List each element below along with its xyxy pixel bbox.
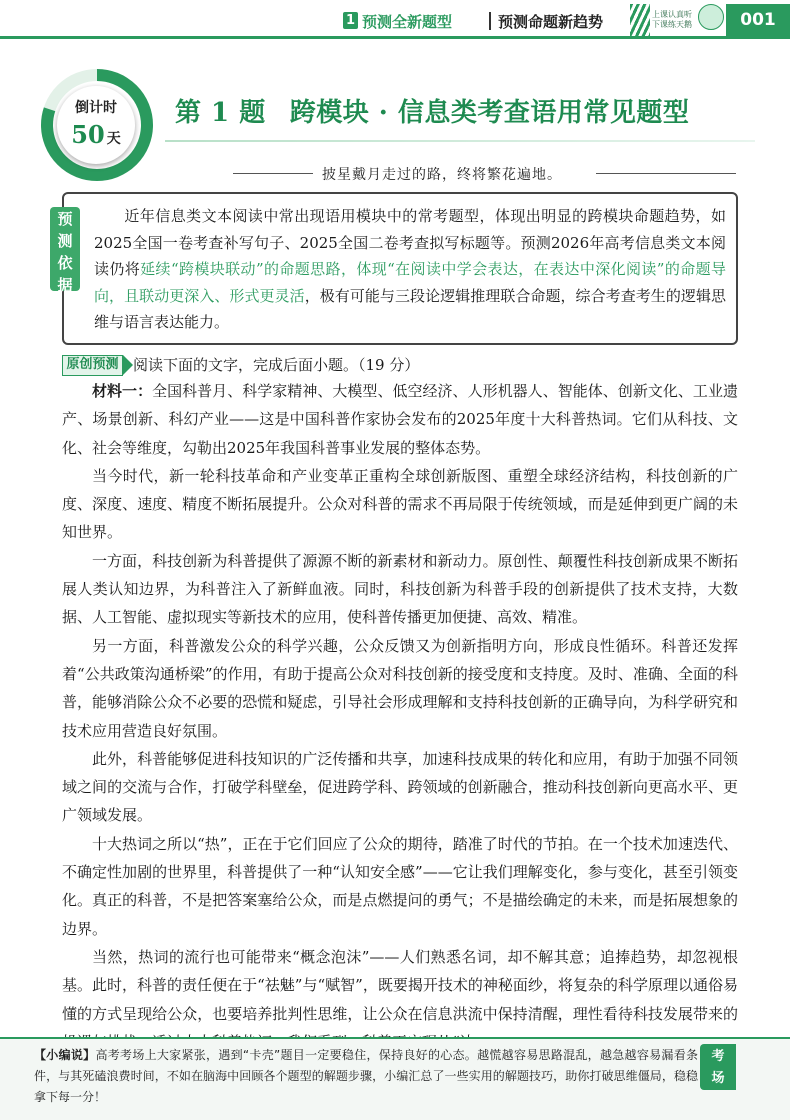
editor-note <box>34 1045 698 1108</box>
header-slogan <box>652 10 692 30</box>
exam-tab-char: 场 <box>711 1071 725 1086</box>
material-label: 材料一： <box>92 382 153 400</box>
note-text: 高考考场上大家紧张，遇到“卡壳”题目一定要稳住，保持良好的心态。越慌越容易思路混乱，越急越容易漏看条件，与其死磕浪费时间，不如在脑海中回顾各个题型的解题步骤，小编汇总了一些实用的解题技巧，助你打破思维僵局，稳稳拿下每一分！ <box>34 1048 698 1104</box>
basis-segment: 近年信息类文本阅读中常出现语用模块中的常考题型，体现出明显的跨模块命题趋势，如2025全国一卷考查补写句子、2025全国二卷考查拟写标题等。预测2026年高考信息类文本阅读仍将 <box>94 207 726 278</box>
page-number: 001 <box>726 4 790 36</box>
basis-tab-char: 测 <box>57 232 73 250</box>
paragraph-text: 全国科普月、科学家精神、大模型、低空经济、人形机器人、智能体、创新文化、工业遗产、场景创新、科幻产业——这是中国科普作家协会发布的2025年度十大科普热词。它们从科技、文化、社会等维度，勾勒出2025年我国科普事业发展的整体态势。 <box>62 382 738 457</box>
article-paragraph: 十大热词之所以“热”，正在于它们回应了公众的期待，踏准了时代的节拍。在一个技术加速迭代、不确定性加剧的世界里，科普提供了一种“认知安全感”——它让我们理解变化，参与变化，甚至引领变化。真正的科普，不是把答案塞给公众，而是点燃提问的勇气；不是描绘确定的未来，而是拓展想象的边界。 <box>62 834 738 938</box>
basis-tab-char: 预 <box>57 210 73 228</box>
title-underline <box>165 140 755 142</box>
quote-rule-right <box>596 173 736 174</box>
countdown-value <box>57 120 135 149</box>
header-rule <box>0 36 790 39</box>
header-separator <box>489 12 491 30</box>
article-paragraph <box>62 377 738 462</box>
basis-tab-char: 据 <box>57 276 73 294</box>
article-paragraph: 一方面，科技创新为科普提供了源源不断的新素材和新动力。原创性、颠覆性科技创新成果不断拓展人类认知边界，为科普注入了新鲜血液。同时，科技创新为科普手段的创新提供了技术支持，大数据、人工智能、虚拟现实等新技术的应用，使科普传播更加便捷、高效、精准。 <box>62 551 738 627</box>
section-title: 预测全新题型 <box>362 13 453 31</box>
slogan-line-2: 下课练天鹅 <box>652 20 692 29</box>
exam-tab-char: 考 <box>711 1049 725 1064</box>
reading-instruction: 阅读下面的文字，完成后面小题。（19 分） <box>133 356 420 374</box>
page-header <box>0 0 790 40</box>
stripe-decoration <box>630 4 650 36</box>
slogan-line-1: 上课认真听 <box>652 10 692 19</box>
section-subtitle: 预测命题新趋势 <box>498 13 604 31</box>
basis-highlight: 延续“跨模块联动”的命题思路，体现“在阅读中学会表达，在表达中深化阅读”的命题导向，且联动更深入、形式更灵活 <box>94 260 726 305</box>
question-topic: 跨模块 · 信息类考查语用常见题型 <box>289 98 690 128</box>
article-paragraph: 此外，科普能够促进科技知识的广泛传播和共享，加速科技成果的转化和应用，有助于加强不同领域之间的交流与合作，打破学科壁垒，促进跨学科、跨领域的创新融合，推动科技创新向更高水平、更广领域发展。 <box>62 749 738 825</box>
countdown-unit: 天 <box>106 131 121 147</box>
quote-rule-left <box>233 173 313 174</box>
article-paragraph: 另一方面，科普激发公众的科学兴趣，公众反馈又为创新指明方向，形成良性循环。科普还发挥着“公共政策沟通桥梁”的作用，有助于提高公众对科技创新的接受度和支持度。及时、准确、全面的科普，能够消除公众不必要的恐慌和疑虑，引导社会形成理解和支持科技创新的正确导向，为科学研究和技术应用营造良好氛围。 <box>62 636 738 740</box>
question-number: 第 1 题 <box>175 98 266 128</box>
basis-tab-char: 依 <box>57 254 73 272</box>
article-body <box>62 377 738 1056</box>
article-paragraph: 当然，热词的流行也可能带来“概念泡沫”——人们熟悉名词，却不解其意；追捧趋势，却忽视根基。此时，科普的责任便在于“祛魅”与“赋智”，既要揭开技术的神秘面纱，将复杂的科学原理以通俗易懂的方式呈现给公众，也要培养批判性思维，让公众在信息洪流中保持清醒，理性看待科技发展带来的 <box>62 947 738 1023</box>
mascot-icon <box>698 4 724 30</box>
motto-quote: 披星戴月走过的路，终将繁花遍地。 <box>322 167 562 183</box>
tag-arrow <box>123 355 133 375</box>
article-paragraph: 当今时代，新一轮科技革命和产业变革正重构全球创新版图、重塑全球经济结构，科技创新的广度、深度、速度、精度不断拓展提升。公众对科普的需求不再局限于传统领域，而是延伸到更广阔的未知世界。 <box>62 466 738 542</box>
question-title <box>175 92 689 129</box>
original-prediction-tag: 原创预测 <box>62 355 123 376</box>
note-label: 【小编说】 <box>34 1048 96 1062</box>
section-number-badge: 1 <box>343 12 358 29</box>
exam-room-tab <box>700 1044 736 1090</box>
countdown-label: 倒计时 <box>75 100 117 116</box>
prediction-basis-tab <box>50 207 80 294</box>
countdown-number: 50 <box>71 120 105 149</box>
prediction-basis-text <box>94 203 726 336</box>
basis-segment: ，极有可能与三段论逻辑推理联合命题，综合考查考生的逻辑思维与语言表达能力。 <box>94 286 726 331</box>
